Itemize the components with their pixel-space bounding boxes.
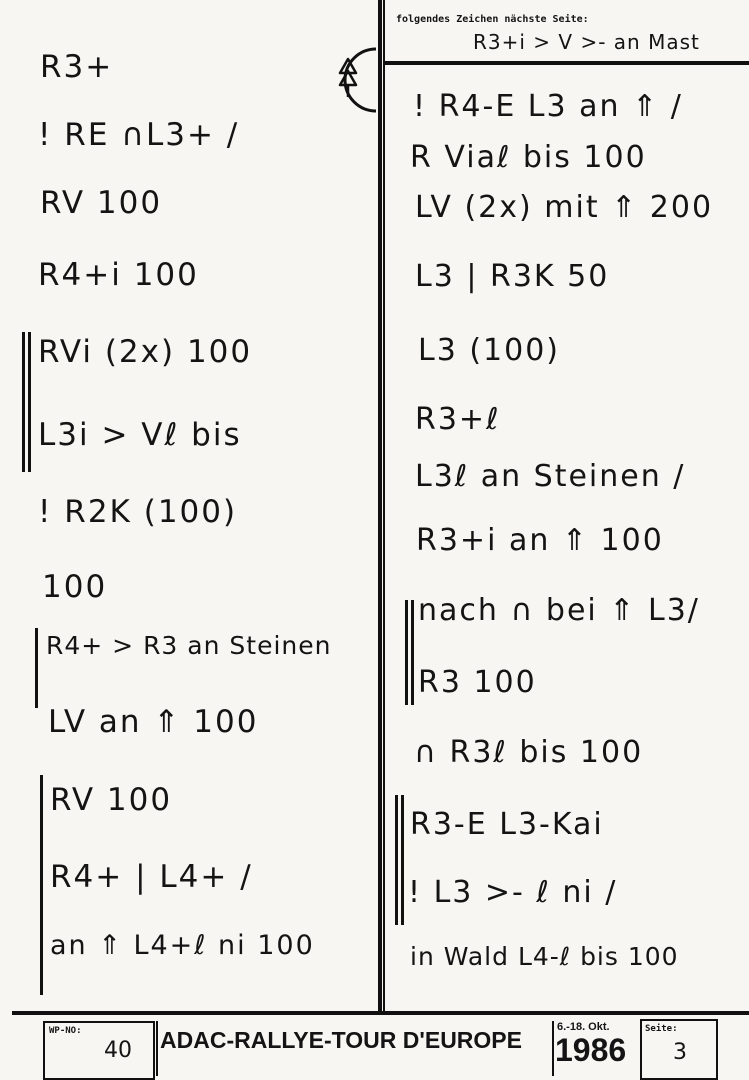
- bracket-left-3: [40, 775, 43, 995]
- left-note-10: LV an ⇑ 100: [48, 704, 259, 740]
- header-note: R3+i > V >- an Mast: [473, 30, 700, 54]
- footer-divider: [12, 1011, 749, 1015]
- tree-icon: [326, 45, 376, 115]
- left-note-8: 100: [42, 569, 108, 605]
- left-note-9: R4+ > R3 an Steinen: [46, 631, 332, 660]
- page-number-value: 3: [673, 1040, 687, 1065]
- center-divider: [378, 0, 382, 1012]
- wp-number-value: 40: [104, 1038, 132, 1063]
- right-column-divider: [383, 0, 385, 1012]
- wp-number-label: WP-NO:: [49, 1026, 82, 1036]
- bracket-right-2: [395, 795, 398, 925]
- page-number-label: Seite:: [645, 1024, 678, 1034]
- rally-year: 1986: [555, 1032, 627, 1068]
- footer-sep-mid: [552, 1021, 554, 1076]
- right-note-7: L3ℓ an Steinen /: [415, 459, 686, 494]
- right-note-13: ! L3 >- ℓ ni /: [408, 875, 618, 910]
- left-note-11: RV 100: [50, 782, 173, 818]
- left-note-2: ! RE ∩L3+ /: [38, 117, 240, 153]
- right-note-11: ∩ R3ℓ bis 100: [414, 735, 644, 770]
- bracket-left-1: [22, 332, 25, 472]
- bracket-right-1: [405, 600, 408, 705]
- left-note-1: R3+: [40, 49, 114, 85]
- left-note-6: L3i > Vℓ bis: [38, 417, 242, 453]
- header-label: folgendes Zeichen nächste Seite:: [396, 14, 589, 25]
- right-note-1: ! R4-E L3 an ⇑ /: [413, 89, 683, 124]
- left-note-5: RVi (2x) 100: [38, 334, 253, 370]
- footer-sep-left: [156, 1021, 158, 1076]
- right-note-2: R Viaℓ bis 100: [410, 140, 647, 175]
- right-note-4: L3 | R3K 50: [415, 259, 610, 294]
- right-note-6: R3+ℓ: [415, 402, 501, 437]
- bracket-left-2: [35, 628, 38, 708]
- rally-title: ADAC-RALLYE-TOUR D'EUROPE: [160, 1027, 522, 1053]
- left-note-7: ! R2K (100): [38, 494, 238, 530]
- right-note-9: nach ∩ bei ⇑ L3/: [418, 593, 700, 628]
- right-note-14: in Wald L4-ℓ bis 100: [410, 942, 679, 971]
- left-note-12: R4+ | L4+ /: [50, 859, 253, 895]
- left-note-4: R4+i 100: [38, 257, 199, 293]
- header-divider: [383, 61, 749, 65]
- right-note-8: R3+i an ⇑ 100: [416, 523, 664, 558]
- right-note-12: R3-E L3-Kai: [410, 807, 604, 842]
- rally-dates: 6.-18. Okt.: [557, 1021, 610, 1033]
- right-note-3: LV (2x) mit ⇑ 200: [415, 190, 714, 225]
- left-note-13: an ⇑ L4+ℓ ni 100: [50, 930, 315, 961]
- right-note-5: L3 (100): [418, 333, 561, 368]
- left-note-3: RV 100: [40, 185, 163, 221]
- right-note-10: R3 100: [418, 665, 537, 700]
